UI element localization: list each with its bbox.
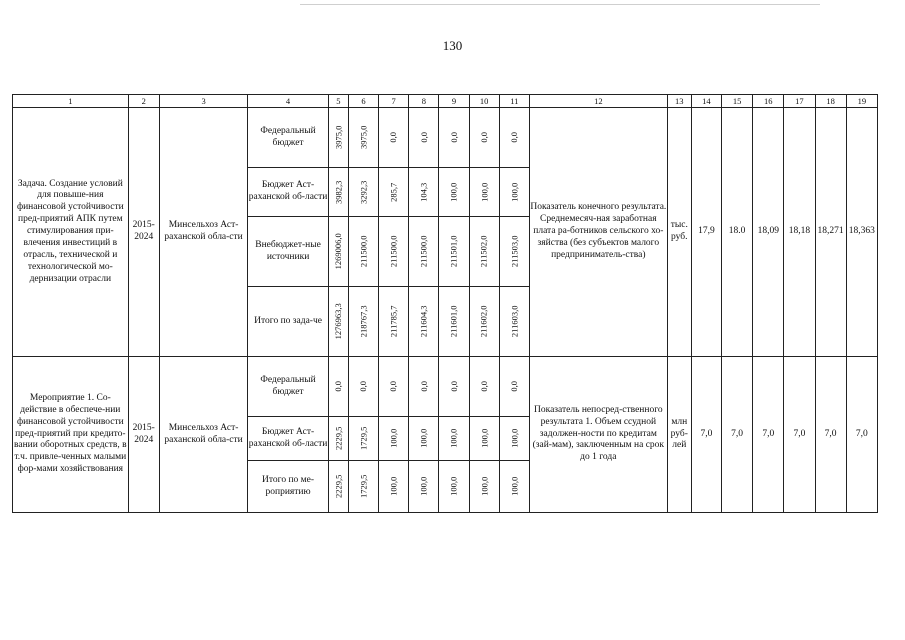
table-cell [328, 357, 348, 417]
table-cell [499, 168, 529, 217]
funding-value: 0,0 [358, 381, 369, 392]
table-cell [499, 357, 529, 417]
funding-value: 0,0 [388, 132, 399, 143]
funding-value: 218767,3 [358, 305, 369, 338]
funding-value: 211602,0 [478, 305, 489, 338]
funding-value: 0,0 [509, 132, 520, 143]
funding-value: 100,0 [478, 182, 489, 202]
funding-value: 211500,0 [418, 235, 429, 268]
funding-value: 100,0 [448, 428, 459, 449]
table-cell [439, 461, 469, 513]
funding-value: 211502,0 [478, 235, 489, 268]
table-cell [469, 357, 499, 417]
funding-value: 100,0 [388, 476, 399, 497]
col-header: 16 [753, 95, 784, 108]
header-row [13, 95, 878, 108]
funding-value: 211601,0 [448, 305, 459, 338]
table-cell [328, 287, 348, 357]
measure-period: 2015-2024 [128, 357, 159, 513]
table-cell [499, 417, 529, 461]
col-header: 19 [846, 95, 877, 108]
indicator-value: 17,9 [691, 108, 721, 357]
table-cell [469, 287, 499, 357]
table-cell [499, 217, 529, 287]
program-table [12, 94, 878, 513]
indicator-value: 18,09 [753, 108, 784, 357]
table-cell [439, 287, 469, 357]
col-header: 11 [499, 95, 529, 108]
table-row [13, 108, 878, 168]
funding-value: 0,0 [418, 381, 429, 392]
funding-value: 0,0 [418, 132, 429, 143]
table-cell [328, 168, 348, 217]
funding-value: 2229,5 [333, 426, 344, 451]
funding-value: 211501,0 [448, 235, 459, 268]
table-cell [409, 108, 439, 168]
table-cell [379, 287, 409, 357]
funding-value: 100,0 [448, 476, 459, 497]
col-header: 1 [13, 95, 129, 108]
table-cell [328, 461, 348, 513]
col-header: 5 [328, 95, 348, 108]
indicator-value: 18.0 [722, 108, 753, 357]
indicator-value: 7,0 [753, 357, 784, 513]
table-cell [409, 287, 439, 357]
table-cell [439, 357, 469, 417]
table-cell [409, 461, 439, 513]
table-cell [439, 168, 469, 217]
funding-source: Итого по ме-роприятию [248, 461, 328, 513]
col-header: 10 [469, 95, 499, 108]
table-cell [409, 357, 439, 417]
funding-source: Внебюджет-ные источники [248, 217, 328, 287]
table-cell [348, 217, 378, 287]
funding-value: 1729,5 [358, 426, 369, 451]
table-cell [409, 417, 439, 461]
page-number: 130 [442, 38, 463, 53]
table-cell [499, 287, 529, 357]
funding-value: 211500,0 [358, 235, 369, 268]
funding-source: Федеральный бюджет [248, 357, 328, 417]
funding-value: 100,0 [418, 476, 429, 497]
col-header: 6 [348, 95, 378, 108]
table-cell [379, 168, 409, 217]
funding-value: 100,0 [418, 428, 429, 449]
funding-value: 104,3 [418, 182, 429, 202]
indicator-value: 18,271 [815, 108, 846, 357]
table-cell [328, 417, 348, 461]
funding-value: 211604,3 [418, 305, 429, 338]
table-cell [379, 461, 409, 513]
funding-value: 3975,0 [358, 125, 369, 150]
funding-value: 0,0 [478, 132, 489, 143]
measure-unit: млн руб-лей [667, 357, 691, 513]
task-indicator: Показатель конечного результата. Среднемесяч-ная заработная плата ра-ботников сельского хо-зяйства (без субъектов малого предприниматель-ства) [529, 108, 667, 357]
table-row [13, 357, 878, 417]
measure-executor: Минсельхоз Аст-раханской обла-сти [159, 357, 248, 513]
funding-value: 211503,0 [509, 235, 520, 268]
table-cell [348, 108, 378, 168]
funding-value: 100,0 [509, 476, 520, 497]
funding-value: 100,0 [478, 428, 489, 449]
funding-source: Федеральный бюджет [248, 108, 328, 168]
table-cell [348, 417, 378, 461]
funding-value: 3292,3 [358, 180, 369, 204]
table-cell [409, 217, 439, 287]
funding-value: 211500,0 [388, 235, 399, 268]
funding-value: 100,0 [448, 182, 459, 202]
funding-value: 0,0 [448, 132, 459, 143]
funding-value: 3975,0 [333, 125, 344, 150]
col-header: 9 [439, 95, 469, 108]
table-cell [439, 217, 469, 287]
col-header: 8 [409, 95, 439, 108]
table-cell [499, 461, 529, 513]
col-header: 17 [784, 95, 815, 108]
indicator-value: 18,363 [846, 108, 877, 357]
table-cell [469, 417, 499, 461]
funding-source: Бюджет Аст-раханской об-ласти [248, 168, 328, 217]
table-cell [439, 417, 469, 461]
table-cell [379, 217, 409, 287]
funding-value: 0,0 [509, 381, 520, 392]
measure-indicator: Показатель непосред-ственного результата 1. Объем ссудной задолжен-ности по кредитам (зай-мам), заключенным на срок до 1 года [529, 357, 667, 513]
indicator-value: 7,0 [815, 357, 846, 513]
funding-value: 0,0 [388, 381, 399, 392]
funding-value: 0,0 [448, 381, 459, 392]
col-header: 7 [379, 95, 409, 108]
table-cell [348, 287, 378, 357]
col-header: 18 [815, 95, 846, 108]
table-cell [379, 108, 409, 168]
funding-value: 1729,5 [358, 474, 369, 499]
table-cell [469, 108, 499, 168]
funding-value: 100,0 [478, 476, 489, 497]
col-header: 15 [722, 95, 753, 108]
col-header: 4 [248, 95, 328, 108]
table-cell [328, 108, 348, 168]
funding-value: 0,0 [333, 381, 344, 392]
table-cell [469, 217, 499, 287]
funding-value: 100,0 [388, 428, 399, 449]
funding-value: 0,0 [478, 381, 489, 392]
funding-value: 3982,3 [333, 180, 344, 204]
table-cell [499, 108, 529, 168]
funding-value: 285,7 [388, 182, 399, 202]
funding-value: 100,0 [509, 182, 520, 202]
funding-value: 211603,0 [509, 305, 520, 338]
funding-source: Итого по зада-че [248, 287, 328, 357]
funding-value: 100,0 [509, 428, 520, 449]
indicator-value: 18,18 [784, 108, 815, 357]
funding-value: 1269006,0 [333, 233, 344, 270]
table-cell [348, 357, 378, 417]
indicator-value: 7,0 [846, 357, 877, 513]
table-cell [348, 168, 378, 217]
col-header: 3 [159, 95, 248, 108]
top-rule [300, 4, 820, 5]
table-cell [439, 108, 469, 168]
table-cell [469, 168, 499, 217]
col-header: 13 [667, 95, 691, 108]
task-executor: Минсельхоз Аст-раханской обла-сти [159, 108, 248, 357]
funding-value: 211785,7 [388, 305, 399, 338]
table-cell [348, 461, 378, 513]
col-header: 12 [529, 95, 667, 108]
indicator-value: 7,0 [784, 357, 815, 513]
table-cell [328, 217, 348, 287]
col-header: 14 [691, 95, 721, 108]
table-cell [409, 168, 439, 217]
measure-description: Мероприятие 1. Со-действие в обеспече-нии финансовой устойчивости пред-приятий при кредито-вании оборотных средств, в т.ч. привле-ченных малыми фор-мами хозяйствования [13, 357, 129, 513]
col-header: 2 [128, 95, 159, 108]
funding-value: 2229,5 [333, 474, 344, 499]
indicator-value: 7,0 [691, 357, 721, 513]
funding-value: 1276963,3 [333, 303, 344, 340]
task-unit: тыс. руб. [667, 108, 691, 357]
table-cell [379, 357, 409, 417]
indicator-value: 7,0 [722, 357, 753, 513]
table-cell [469, 461, 499, 513]
funding-source: Бюджет Аст-раханской об-ласти [248, 417, 328, 461]
table-cell [379, 417, 409, 461]
task-period: 2015-2024 [128, 108, 159, 357]
task-description: Задача. Создание условий для повыше-ния финансовой устойчивости пред-приятий АПК путем стимулирования при-влечения инвестиций в отрасль, технической и технологической мо-дернизации отрасли [13, 108, 129, 357]
